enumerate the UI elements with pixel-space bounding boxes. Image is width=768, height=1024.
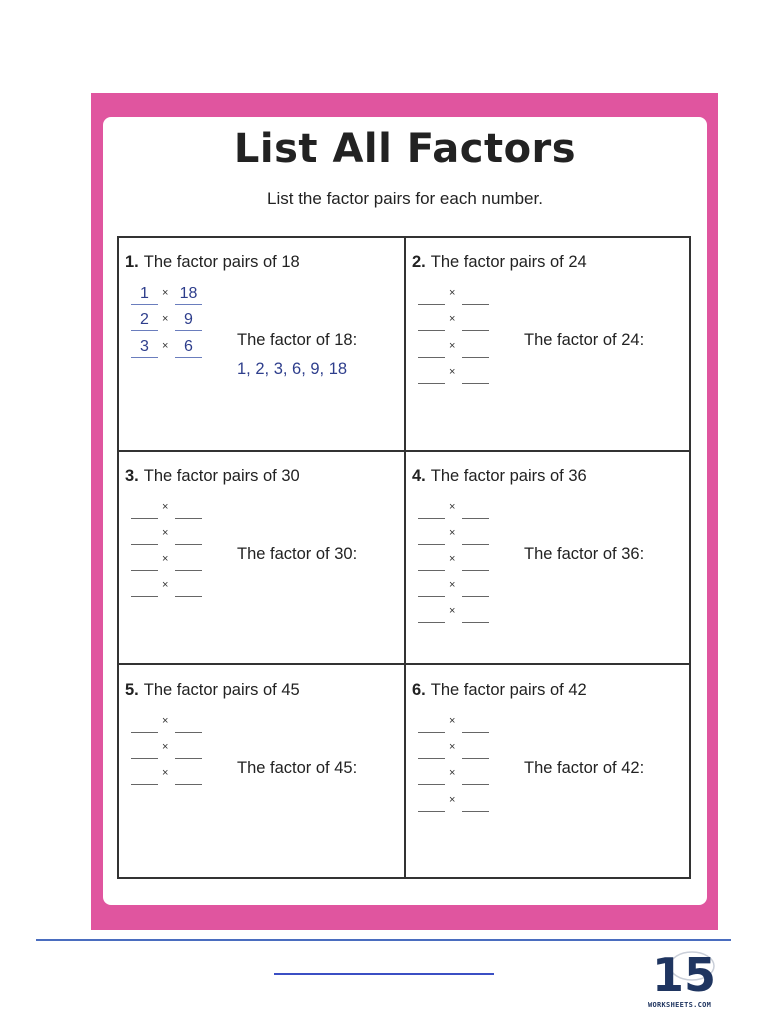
- answer-blank: [462, 758, 489, 759]
- factor-b: 9: [184, 311, 193, 328]
- factor-pair-row[interactable]: [418, 792, 498, 814]
- answer-blank: [418, 570, 445, 571]
- answer-blank: [418, 357, 445, 358]
- problem-6-title: [412, 681, 587, 700]
- times-sign: ×: [449, 794, 456, 806]
- factor-a: 3: [140, 338, 149, 355]
- times-sign: ×: [162, 741, 169, 753]
- factor-pair-row[interactable]: [131, 551, 211, 573]
- factor-pair-row[interactable]: [131, 713, 211, 735]
- factor-b: 18: [179, 285, 198, 302]
- answer-blank: [462, 570, 489, 571]
- answer-blank: [418, 383, 445, 384]
- factor-pair-row[interactable]: [418, 765, 498, 787]
- footer-link[interactable]: [274, 973, 494, 975]
- answer-blank: [418, 758, 445, 759]
- problem-5-label: The factor pairs of 45: [143, 681, 300, 699]
- factor-pair-row[interactable]: [131, 311, 211, 333]
- answer-blank: [418, 596, 445, 597]
- problem-6-factor-label: The factor of 42:: [524, 759, 645, 777]
- times-sign: ×: [449, 287, 456, 299]
- problem-1-label: The factor pairs of 18: [143, 253, 300, 271]
- answer-blank: [131, 304, 158, 305]
- answer-blank: [175, 570, 202, 571]
- times-sign: ×: [449, 715, 456, 727]
- times-sign: ×: [449, 767, 456, 779]
- answer-blank: [418, 732, 445, 733]
- problem-2-title: [412, 253, 587, 272]
- answer-blank: [462, 596, 489, 597]
- answer-blank: [175, 596, 202, 597]
- answer-blank: [462, 518, 489, 519]
- answer-blank: [418, 330, 445, 331]
- worksheet-title: List All Factors: [233, 126, 577, 172]
- answer-blank: [131, 732, 158, 733]
- factor-pair-row[interactable]: [418, 338, 498, 360]
- answer-blank: [175, 357, 202, 358]
- times-sign: ×: [449, 313, 456, 325]
- answer-blank: [175, 758, 202, 759]
- answer-blank: [418, 622, 445, 623]
- problem-3-number: 3.: [125, 467, 139, 485]
- answer-blank: [418, 811, 445, 812]
- problem-4-factor-label: The factor of 36:: [524, 545, 645, 563]
- problem-3-label: The factor pairs of 30: [143, 467, 300, 485]
- factor-pair-row[interactable]: [418, 499, 498, 521]
- factor-pair-row[interactable]: [131, 739, 211, 761]
- answer-blank: [462, 383, 489, 384]
- answer-blank: [418, 784, 445, 785]
- times-sign: ×: [162, 767, 169, 779]
- times-sign: ×: [449, 501, 456, 513]
- problem-1-factor-label: The factor of 18:: [237, 331, 358, 349]
- problem-2-number: 2.: [412, 253, 426, 271]
- answer-blank: [131, 544, 158, 545]
- problem-5-number: 5.: [125, 681, 139, 699]
- times-sign: ×: [449, 579, 456, 591]
- answer-blank: [418, 304, 445, 305]
- factor-pair-row[interactable]: [131, 577, 211, 599]
- answer-blank: [131, 518, 158, 519]
- answer-blank: [462, 330, 489, 331]
- answer-blank: [175, 518, 202, 519]
- problem-4-title: [412, 467, 587, 486]
- factor-pair-row[interactable]: [131, 525, 211, 547]
- problem-4-label: The factor pairs of 36: [430, 467, 587, 485]
- problem-1-title: [125, 253, 300, 272]
- factor-pair-row[interactable]: [418, 577, 498, 599]
- times-sign: ×: [449, 340, 456, 352]
- problem-3-title: [125, 467, 300, 486]
- problem-1-answer[interactable]: 1, 2, 3, 6, 9, 18: [237, 360, 348, 378]
- factor-a: 1: [140, 285, 149, 302]
- answer-blank: [462, 622, 489, 623]
- answer-blank: [462, 304, 489, 305]
- times-sign: ×: [162, 501, 169, 513]
- logo-text: WORKSHEETS.COM: [648, 1001, 712, 1009]
- times-sign: ×: [449, 553, 456, 565]
- times-sign: ×: [162, 527, 169, 539]
- factor-pair-row[interactable]: [418, 364, 498, 386]
- factor-pair-row[interactable]: [131, 765, 211, 787]
- answer-blank: [418, 544, 445, 545]
- answer-blank: [175, 330, 202, 331]
- factor-pair-row[interactable]: [418, 311, 498, 333]
- answer-blank: [131, 330, 158, 331]
- answer-blank: [131, 596, 158, 597]
- times-sign: ×: [162, 715, 169, 727]
- times-sign: ×: [162, 313, 169, 325]
- answer-blank: [131, 758, 158, 759]
- worksheet-instructions: List the factor pairs for each number.: [267, 189, 543, 208]
- problem-1-number: 1.: [125, 253, 139, 271]
- factor-a: 2: [140, 311, 149, 328]
- answer-blank: [131, 357, 158, 358]
- times-sign: ×: [162, 340, 169, 352]
- grid-divider-row-1: [117, 450, 691, 452]
- problem-2-factor-label: The factor of 24:: [524, 331, 645, 349]
- answer-blank: [462, 811, 489, 812]
- factor-pair-row[interactable]: [418, 713, 498, 735]
- times-sign: ×: [162, 553, 169, 565]
- problem-5-factor-label: The factor of 45:: [237, 759, 358, 777]
- problem-6-label: The factor pairs of 42: [430, 681, 587, 699]
- footer-divider: [36, 939, 731, 941]
- worksheets-logo[interactable]: [646, 949, 721, 1011]
- factor-pair-row[interactable]: [418, 739, 498, 761]
- times-sign: ×: [449, 741, 456, 753]
- answer-blank: [175, 732, 202, 733]
- problem-4-number: 4.: [412, 467, 426, 485]
- answer-blank: [462, 544, 489, 545]
- grid-divider-row-2: [117, 663, 691, 665]
- times-sign: ×: [449, 527, 456, 539]
- problem-2-label: The factor pairs of 24: [430, 253, 587, 271]
- factor-pair-row[interactable]: [131, 499, 211, 521]
- answer-blank: [175, 544, 202, 545]
- answer-blank: [462, 357, 489, 358]
- answer-blank: [462, 732, 489, 733]
- answer-blank: [462, 784, 489, 785]
- times-sign: ×: [449, 366, 456, 378]
- times-sign: ×: [162, 287, 169, 299]
- answer-blank: [175, 304, 202, 305]
- answer-blank: [131, 570, 158, 571]
- factor-pair-row[interactable]: [131, 285, 211, 307]
- grid-divider-vertical: [404, 236, 406, 879]
- problem-3-factor-label: The factor of 30:: [237, 545, 358, 563]
- times-sign: ×: [449, 605, 456, 617]
- factor-pair-row[interactable]: [418, 551, 498, 573]
- problem-5-title: [125, 681, 300, 700]
- problem-6-number: 6.: [412, 681, 426, 699]
- logo-number: 15: [652, 949, 717, 1002]
- answer-blank: [175, 784, 202, 785]
- factor-pair-row[interactable]: [418, 603, 498, 625]
- answer-blank: [131, 784, 158, 785]
- factor-pair-row[interactable]: [418, 525, 498, 547]
- answer-blank: [418, 518, 445, 519]
- times-sign: ×: [162, 579, 169, 591]
- factor-pair-row[interactable]: [418, 285, 498, 307]
- factor-b: 6: [184, 338, 193, 355]
- factor-pair-row[interactable]: [131, 338, 211, 360]
